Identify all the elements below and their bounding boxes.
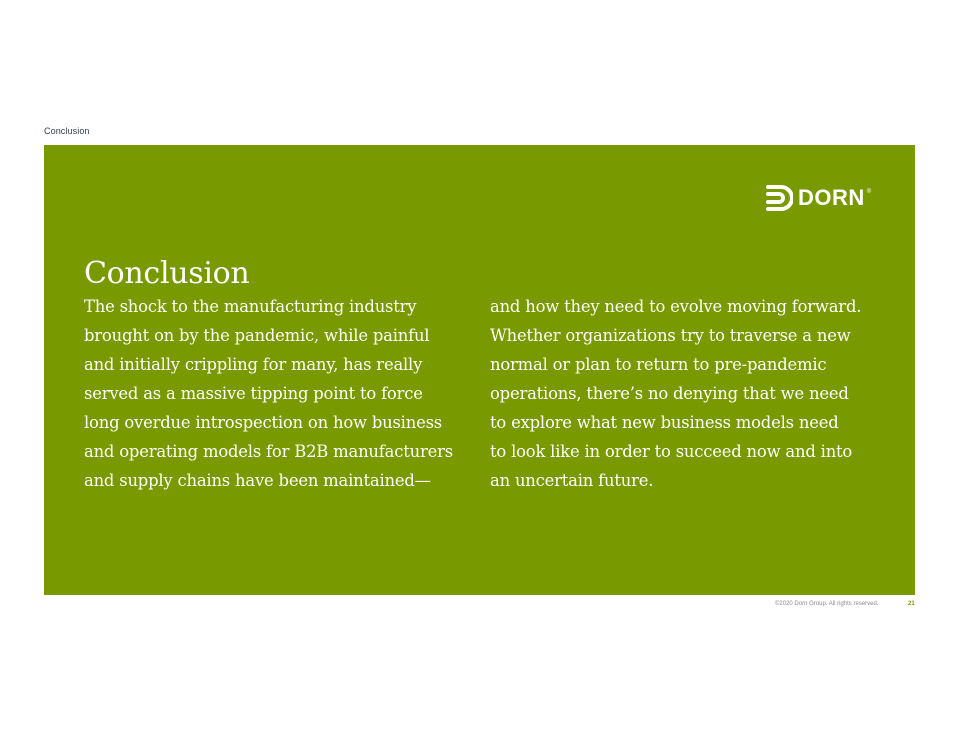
page-title: Conclusion: [84, 256, 250, 291]
page-number: 21: [908, 601, 915, 607]
body-line: served as a massive tipping point to force: [84, 384, 423, 403]
body-right-column: [490, 292, 900, 495]
body-line: and supply chains have been maintained—: [84, 471, 431, 490]
logo-wordmark: DORN: [798, 185, 865, 210]
body-line: and initially crippling for many, has really: [84, 355, 423, 374]
body-line: Whether organizations try to traverse a new: [490, 326, 851, 345]
body-line: to look like in order to succeed now and into: [490, 442, 853, 461]
body-line: to explore what new business models need: [490, 413, 839, 432]
body-line: long overdue introspection on how business: [84, 413, 443, 432]
copyright-notice: ©2020 Dorn Group. All rights reserved.: [775, 601, 879, 607]
section-label: Conclusion: [44, 126, 90, 136]
dorn-logo: [765, 183, 871, 213]
body-left-column: [84, 292, 484, 495]
body-line: and operating models for B2B manufacturers: [84, 442, 453, 461]
body-line: an uncertain future.: [490, 471, 654, 490]
body-line: The shock to the manufacturing industry: [84, 297, 417, 316]
body-line: operations, there’s no denying that we need: [490, 384, 849, 403]
body-line: normal or plan to return to pre-pandemic: [490, 355, 827, 374]
body-line: brought on by the pandemic, while painful: [84, 326, 430, 345]
logo-trademark: ®: [866, 189, 872, 195]
body-line: and how they need to evolve moving forward.: [490, 297, 862, 316]
dorn-logo-icon: [765, 183, 793, 213]
